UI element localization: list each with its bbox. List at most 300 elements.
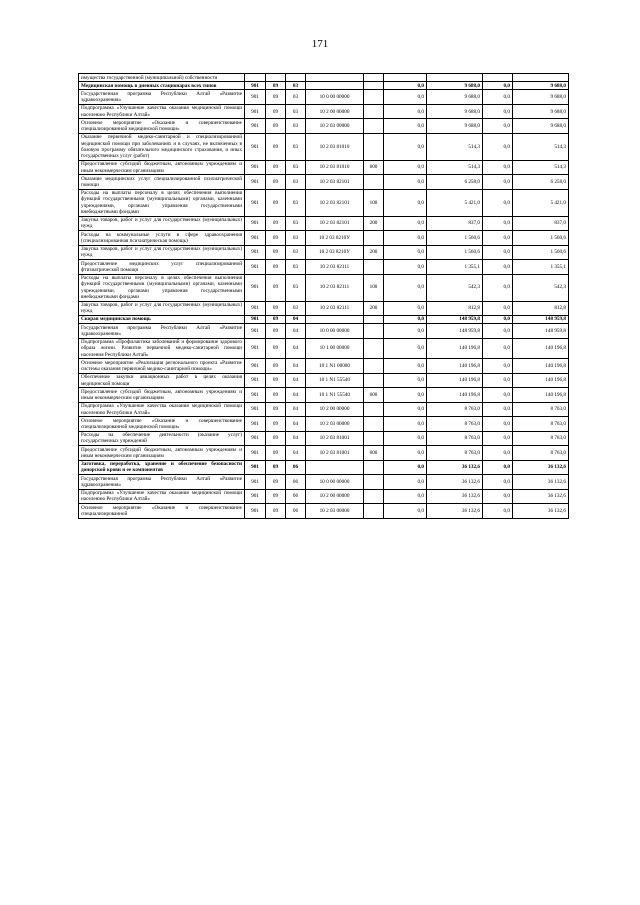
- row-amount-4-cell: 812,8: [513, 301, 569, 315]
- row-name-cell: Закупка товаров, работ и услуг для государственных (муниципальных) нужд: [79, 245, 245, 259]
- row-target-article-cell: 10 2 03 81010: [306, 160, 364, 174]
- table-row: [79, 119, 569, 133]
- row-amount-2-cell: 36 132,6: [427, 460, 483, 474]
- row-amount-3-cell: 0,0: [483, 504, 513, 518]
- row-amount-1-cell: 0,0: [384, 338, 427, 359]
- row-amount-4-cell: 8 763,0: [513, 417, 569, 431]
- table-row: [79, 324, 569, 338]
- row-name-cell: Подпрограмма «Профилактика заболеваний и формирование здорового образа жизни. Развитие первичной медико-санитарной помощи населения Республики Алтай»: [79, 338, 245, 359]
- row-section-cell: 09: [266, 119, 286, 133]
- row-grbs-cell: 901: [245, 160, 266, 174]
- row-subsection-cell: 04: [286, 359, 306, 373]
- row-section-cell: 09: [266, 90, 286, 104]
- row-section-cell: 09: [266, 402, 286, 416]
- row-amount-2-cell: 148 959,8: [427, 315, 483, 323]
- row-expense-type-cell: [364, 104, 384, 118]
- row-amount-1-cell: 0,0: [384, 119, 427, 133]
- row-name-cell: Закупка товаров, работ и услуг для государственных (муниципальных) нужд: [79, 301, 245, 315]
- row-amount-4-cell: 36 132,6: [513, 489, 569, 503]
- row-target-article-cell: 10 2 03 82101: [306, 175, 364, 189]
- row-amount-2-cell: 9 688,0: [427, 82, 483, 90]
- row-amount-1-cell: 0,0: [384, 460, 427, 474]
- row-name-cell: Предоставление субсидий бюджетным, автономным учреждениям и иным некоммерческим организациям: [79, 388, 245, 402]
- row-expense-type-cell: 100: [364, 189, 384, 216]
- row-target-article-cell: 10 0 00 00000: [306, 475, 364, 489]
- row-amount-2-cell: 36 132,6: [427, 504, 483, 518]
- row-grbs-cell: 901: [245, 460, 266, 474]
- row-target-article-cell: 10 1 N1 00000: [306, 359, 364, 373]
- row-section-cell: 09: [266, 133, 286, 160]
- row-amount-2-cell: 6 258,0: [427, 175, 483, 189]
- table-row: [79, 402, 569, 416]
- row-amount-3-cell: 0,0: [483, 402, 513, 416]
- row-name-cell: Основное мероприятие «Оказание и совершенствование специализированной: [79, 504, 245, 518]
- row-amount-2-cell: 1 560,6: [427, 231, 483, 245]
- page-number: 171: [311, 38, 329, 50]
- row-amount-1-cell: 0,0: [384, 301, 427, 315]
- row-subsection-cell: 04: [286, 315, 306, 323]
- row-expense-type-cell: [364, 373, 384, 387]
- row-target-article-cell: 10 2 03 81001: [306, 446, 364, 460]
- row-name-cell: Заготовка, переработка, хранение и обеспечение безопасности донорской крови и ее компонентов: [79, 460, 245, 474]
- row-subsection-cell: 03: [286, 189, 306, 216]
- row-section-cell: 09: [266, 274, 286, 301]
- row-amount-1-cell: 0,0: [384, 315, 427, 323]
- row-target-article-cell: 10 2 03 00000: [306, 119, 364, 133]
- row-amount-3-cell: 0,0: [483, 133, 513, 160]
- row-expense-type-cell: [364, 260, 384, 274]
- row-grbs-cell: 901: [245, 104, 266, 118]
- table-row: [79, 475, 569, 489]
- row-section-cell: 09: [266, 189, 286, 216]
- row-amount-2-cell: 514,3: [427, 133, 483, 160]
- row-grbs-cell: 901: [245, 119, 266, 133]
- row-amount-2-cell: 8 763,0: [427, 446, 483, 460]
- table-row: [79, 74, 569, 82]
- table-row: [79, 301, 569, 315]
- row-section-cell: 09: [266, 160, 286, 174]
- table-row: [79, 460, 569, 474]
- row-amount-4-cell: 542,3: [513, 274, 569, 301]
- row-section-cell: 09: [266, 82, 286, 90]
- row-amount-4-cell: 140 196,8: [513, 338, 569, 359]
- row-subsection-cell: 03: [286, 245, 306, 259]
- row-expense-type-cell: [364, 460, 384, 474]
- row-amount-4-cell: 9 688,0: [513, 119, 569, 133]
- row-amount-3-cell: 0,0: [483, 82, 513, 90]
- row-amount-1-cell: 0,0: [384, 260, 427, 274]
- row-amount-4-cell: 5 421,0: [513, 189, 569, 216]
- row-subsection-cell: 03: [286, 133, 306, 160]
- row-amount-3-cell: 0,0: [483, 315, 513, 323]
- row-amount-1-cell: 0,0: [384, 231, 427, 245]
- row-grbs-cell: 901: [245, 274, 266, 301]
- row-name-cell: Основное мероприятие «Оказание и совершенствование специализированной медицинской помощи»: [79, 119, 245, 133]
- row-name-cell: Государственная программа Республики Алтай «Развитие здравоохранения»: [79, 90, 245, 104]
- row-amount-3-cell: 0,0: [483, 274, 513, 301]
- row-section-cell: 09: [266, 460, 286, 474]
- row-amount-2-cell: 514,3: [427, 160, 483, 174]
- row-name-cell: Подпрограмма «Улучшение качества оказания медицинской помощи населению Республики Алтай»: [79, 489, 245, 503]
- table-row: [79, 231, 569, 245]
- row-amount-3-cell: 0,0: [483, 431, 513, 445]
- row-target-article-cell: 10 2 03 82111: [306, 274, 364, 301]
- row-grbs-cell: 901: [245, 338, 266, 359]
- row-amount-1-cell: 0,0: [384, 104, 427, 118]
- row-section-cell: 09: [266, 504, 286, 518]
- row-amount-2-cell: 8 763,0: [427, 402, 483, 416]
- row-amount-3-cell: [483, 74, 513, 82]
- row-expense-type-cell: 100: [364, 274, 384, 301]
- row-subsection-cell: 04: [286, 446, 306, 460]
- row-amount-4-cell: 140 196,8: [513, 373, 569, 387]
- row-expense-type-cell: 200: [364, 245, 384, 259]
- table-row: [79, 133, 569, 160]
- row-grbs-cell: 901: [245, 301, 266, 315]
- row-grbs-cell: 901: [245, 324, 266, 338]
- row-amount-2-cell: 9 688,0: [427, 104, 483, 118]
- row-amount-1-cell: 0,0: [384, 133, 427, 160]
- row-target-article-cell: 10 2 03 00000: [306, 504, 364, 518]
- row-amount-2-cell: 837,0: [427, 216, 483, 230]
- row-amount-4-cell: 9 688,0: [513, 104, 569, 118]
- row-amount-2-cell: 9 688,0: [427, 119, 483, 133]
- row-amount-4-cell: 36 132,6: [513, 460, 569, 474]
- row-grbs-cell: 901: [245, 245, 266, 259]
- table-row: [79, 104, 569, 118]
- row-grbs-cell: 901: [245, 359, 266, 373]
- row-target-article-cell: 10 1 N1 55540: [306, 388, 364, 402]
- row-name-cell: Подпрограмма «Улучшение качества оказания медицинской помощи населению Республики Алтай»: [79, 104, 245, 118]
- row-amount-3-cell: 0,0: [483, 460, 513, 474]
- row-name-cell: Закупка товаров, работ и услуг для государственных (муниципальных) нужд: [79, 216, 245, 230]
- row-amount-4-cell: 148 959,8: [513, 315, 569, 323]
- row-target-article-cell: 10 2 03 81001: [306, 431, 364, 445]
- row-amount-2-cell: 36 132,6: [427, 475, 483, 489]
- row-amount-3-cell: 0,0: [483, 417, 513, 431]
- row-subsection-cell: 06: [286, 475, 306, 489]
- row-section-cell: 09: [266, 216, 286, 230]
- row-amount-2-cell: 140 196,8: [427, 388, 483, 402]
- row-target-article-cell: [306, 460, 364, 474]
- row-amount-2-cell: 140 196,8: [427, 338, 483, 359]
- row-subsection-cell: 04: [286, 388, 306, 402]
- row-subsection-cell: 03: [286, 274, 306, 301]
- row-amount-4-cell: 8 763,0: [513, 402, 569, 416]
- row-grbs-cell: 901: [245, 231, 266, 245]
- row-amount-2-cell: 812,8: [427, 301, 483, 315]
- row-target-article-cell: 10 2 03 82101: [306, 189, 364, 216]
- row-target-article-cell: 10 0 00 00000: [306, 324, 364, 338]
- row-section-cell: 09: [266, 338, 286, 359]
- row-section-cell: [266, 74, 286, 82]
- row-section-cell: 09: [266, 175, 286, 189]
- row-amount-4-cell: 514,3: [513, 160, 569, 174]
- row-amount-2-cell: 5 421,0: [427, 189, 483, 216]
- table-row: [79, 82, 569, 90]
- row-expense-type-cell: [364, 489, 384, 503]
- row-name-cell: Расходы на выплаты персоналу в целях обеспечения выполнения функций государственными (муниципальными) органами, казенными учреждениями, органами управления государственными внебюджетными фондами: [79, 274, 245, 301]
- row-grbs-cell: 901: [245, 175, 266, 189]
- row-expense-type-cell: [364, 359, 384, 373]
- row-subsection-cell: 03: [286, 90, 306, 104]
- row-target-article-cell: 10 2 03 81010: [306, 133, 364, 160]
- row-section-cell: 09: [266, 359, 286, 373]
- row-amount-2-cell: 1 355,1: [427, 260, 483, 274]
- row-amount-3-cell: 0,0: [483, 475, 513, 489]
- row-subsection-cell: 03: [286, 119, 306, 133]
- row-grbs-cell: 901: [245, 402, 266, 416]
- row-name-cell: Государственная программа Республики Алтай «Развитие здравоохранения»: [79, 324, 245, 338]
- row-amount-1-cell: 0,0: [384, 489, 427, 503]
- row-target-article-cell: 10 2 03 82101: [306, 216, 364, 230]
- row-amount-4-cell: 1 355,1: [513, 260, 569, 274]
- row-target-article-cell: 10 2 03 82111: [306, 301, 364, 315]
- row-name-cell: Предоставление субсидий бюджетным, автономным учреждениям и иным некоммерческим организациям: [79, 160, 245, 174]
- row-expense-type-cell: [364, 504, 384, 518]
- row-amount-1-cell: 0,0: [384, 90, 427, 104]
- row-grbs-cell: 901: [245, 475, 266, 489]
- row-amount-3-cell: 0,0: [483, 245, 513, 259]
- row-expense-type-cell: [364, 324, 384, 338]
- row-amount-4-cell: 1 560,6: [513, 231, 569, 245]
- row-section-cell: 09: [266, 315, 286, 323]
- row-amount-1-cell: 0,0: [384, 175, 427, 189]
- row-name-cell: Расходы на выплаты персоналу в целях обеспечения выполнения функций государственными (муниципальными) органами, казенными учреждениями, органами управления государственными внебюджетными фондами: [79, 189, 245, 216]
- row-target-article-cell: 10 2 03 82111: [306, 260, 364, 274]
- row-amount-2-cell: 8 763,0: [427, 431, 483, 445]
- row-amount-2-cell: 140 196,8: [427, 359, 483, 373]
- row-expense-type-cell: 600: [364, 388, 384, 402]
- row-section-cell: 09: [266, 446, 286, 460]
- row-amount-3-cell: 0,0: [483, 90, 513, 104]
- row-amount-1-cell: 0,0: [384, 359, 427, 373]
- row-amount-2-cell: [427, 74, 483, 82]
- row-amount-3-cell: 0,0: [483, 373, 513, 387]
- row-expense-type-cell: [364, 338, 384, 359]
- budget-table-body: [79, 74, 569, 519]
- row-subsection-cell: 04: [286, 417, 306, 431]
- row-amount-3-cell: 0,0: [483, 446, 513, 460]
- row-amount-4-cell: 837,0: [513, 216, 569, 230]
- row-target-article-cell: 10 2 03 00000: [306, 417, 364, 431]
- row-section-cell: 09: [266, 417, 286, 431]
- row-target-article-cell: 10 2 03 8210У: [306, 231, 364, 245]
- row-section-cell: 09: [266, 489, 286, 503]
- row-grbs-cell: 901: [245, 388, 266, 402]
- row-expense-type-cell: [364, 402, 384, 416]
- row-amount-3-cell: 0,0: [483, 301, 513, 315]
- row-subsection-cell: 04: [286, 324, 306, 338]
- row-subsection-cell: 06: [286, 489, 306, 503]
- row-amount-4-cell: 148 959,8: [513, 324, 569, 338]
- row-grbs-cell: 901: [245, 260, 266, 274]
- row-section-cell: 09: [266, 324, 286, 338]
- row-amount-3-cell: 0,0: [483, 359, 513, 373]
- row-section-cell: 09: [266, 475, 286, 489]
- row-subsection-cell: 04: [286, 402, 306, 416]
- row-grbs-cell: 901: [245, 504, 266, 518]
- row-amount-1-cell: [384, 74, 427, 82]
- row-amount-1-cell: 0,0: [384, 160, 427, 174]
- row-subsection-cell: 03: [286, 301, 306, 315]
- row-amount-2-cell: 1 560,6: [427, 245, 483, 259]
- row-amount-2-cell: 140 196,8: [427, 373, 483, 387]
- row-amount-1-cell: 0,0: [384, 475, 427, 489]
- row-amount-2-cell: 8 763,0: [427, 417, 483, 431]
- row-name-cell: Основное мероприятие «Оказание и совершенствование специализированной медицинской помощи»: [79, 417, 245, 431]
- row-grbs-cell: 901: [245, 489, 266, 503]
- row-grbs-cell: 901: [245, 216, 266, 230]
- row-amount-1-cell: 0,0: [384, 402, 427, 416]
- row-target-article-cell: 10 0 00 00000: [306, 90, 364, 104]
- row-amount-3-cell: 0,0: [483, 324, 513, 338]
- row-expense-type-cell: [364, 133, 384, 160]
- table-row: [79, 315, 569, 323]
- row-target-article-cell: [306, 74, 364, 82]
- row-grbs-cell: 901: [245, 431, 266, 445]
- row-section-cell: 09: [266, 373, 286, 387]
- row-name-cell: Государственная программа Республики Алтай «Развитие здравоохранения»: [79, 475, 245, 489]
- row-name-cell: Подпрограмма «Улучшение качества оказания медицинской помощи населению Республики Алтай»: [79, 402, 245, 416]
- table-row: [79, 417, 569, 431]
- row-section-cell: 09: [266, 431, 286, 445]
- row-amount-1-cell: 0,0: [384, 431, 427, 445]
- table-row: [79, 504, 569, 518]
- row-amount-4-cell: 8 763,0: [513, 431, 569, 445]
- row-expense-type-cell: 600: [364, 160, 384, 174]
- table-row: [79, 175, 569, 189]
- row-section-cell: 09: [266, 301, 286, 315]
- table-row: [79, 373, 569, 387]
- row-subsection-cell: 04: [286, 338, 306, 359]
- row-amount-1-cell: 0,0: [384, 324, 427, 338]
- row-target-article-cell: [306, 82, 364, 90]
- budget-table: [78, 73, 569, 519]
- row-subsection-cell: 04: [286, 373, 306, 387]
- row-grbs-cell: 901: [245, 446, 266, 460]
- row-amount-4-cell: [513, 74, 569, 82]
- row-subsection-cell: 03: [286, 231, 306, 245]
- row-amount-1-cell: 0,0: [384, 189, 427, 216]
- row-expense-type-cell: [364, 475, 384, 489]
- row-amount-3-cell: 0,0: [483, 160, 513, 174]
- row-amount-1-cell: 0,0: [384, 274, 427, 301]
- table-row: [79, 446, 569, 460]
- row-target-article-cell: 10 2 03 8210У: [306, 245, 364, 259]
- row-amount-3-cell: 0,0: [483, 189, 513, 216]
- row-amount-2-cell: 36 132,6: [427, 489, 483, 503]
- row-amount-4-cell: 140 196,8: [513, 359, 569, 373]
- row-subsection-cell: [286, 74, 306, 82]
- row-expense-type-cell: [364, 231, 384, 245]
- row-amount-3-cell: 0,0: [483, 104, 513, 118]
- row-amount-3-cell: 0,0: [483, 388, 513, 402]
- row-amount-1-cell: 0,0: [384, 82, 427, 90]
- row-amount-2-cell: 148 959,8: [427, 324, 483, 338]
- row-grbs-cell: 901: [245, 315, 266, 323]
- row-expense-type-cell: [364, 175, 384, 189]
- row-expense-type-cell: 200: [364, 216, 384, 230]
- row-amount-4-cell: 9 688,0: [513, 82, 569, 90]
- row-amount-1-cell: 0,0: [384, 446, 427, 460]
- row-amount-1-cell: 0,0: [384, 245, 427, 259]
- row-section-cell: 09: [266, 231, 286, 245]
- row-subsection-cell: 03: [286, 160, 306, 174]
- table-row: [79, 216, 569, 230]
- row-subsection-cell: 03: [286, 82, 306, 90]
- row-amount-4-cell: 1 560,6: [513, 245, 569, 259]
- row-subsection-cell: 03: [286, 104, 306, 118]
- row-grbs-cell: 901: [245, 133, 266, 160]
- row-amount-3-cell: 0,0: [483, 119, 513, 133]
- row-grbs-cell: 901: [245, 373, 266, 387]
- row-target-article-cell: 10 2 00 00000: [306, 489, 364, 503]
- row-name-cell: Оказание первичной медико-санитарной и специализированной медицинской помощи при заболеваниях и в случаях, не включенных в базовую программу обязательного медицинского страхования, и иных государственных услуг (работ): [79, 133, 245, 160]
- row-amount-2-cell: 542,3: [427, 274, 483, 301]
- row-name-cell: Обеспечение закупки авиационных работ в целях оказания медицинской помощи: [79, 373, 245, 387]
- row-section-cell: 09: [266, 260, 286, 274]
- row-expense-type-cell: [364, 82, 384, 90]
- row-name-cell: Расходы на коммунальные услуги в сфере здравоохранения (специализированная психиатрическая помощь): [79, 231, 245, 245]
- row-name-cell: имущества государственной (муниципальной) собственности: [79, 74, 245, 82]
- row-amount-3-cell: 0,0: [483, 260, 513, 274]
- row-name-cell: Скорая медицинская помощь: [79, 315, 245, 323]
- row-amount-4-cell: 8 763,0: [513, 446, 569, 460]
- row-amount-4-cell: 36 132,6: [513, 504, 569, 518]
- row-target-article-cell: 10 1 00 00000: [306, 338, 364, 359]
- table-row: [79, 260, 569, 274]
- row-amount-4-cell: 6 258,0: [513, 175, 569, 189]
- table-row: [79, 90, 569, 104]
- table-row: [79, 338, 569, 359]
- table-row: [79, 431, 569, 445]
- row-section-cell: 09: [266, 104, 286, 118]
- row-amount-3-cell: 0,0: [483, 338, 513, 359]
- row-amount-2-cell: 9 688,0: [427, 90, 483, 104]
- row-expense-type-cell: [364, 315, 384, 323]
- row-subsection-cell: 06: [286, 460, 306, 474]
- row-subsection-cell: 03: [286, 175, 306, 189]
- row-expense-type-cell: [364, 119, 384, 133]
- table-row: [79, 274, 569, 301]
- row-target-article-cell: 10 2 00 00000: [306, 402, 364, 416]
- row-expense-type-cell: [364, 417, 384, 431]
- row-amount-1-cell: 0,0: [384, 388, 427, 402]
- row-subsection-cell: 03: [286, 260, 306, 274]
- table-row: [79, 189, 569, 216]
- row-name-cell: Оказание медицинских услуг специализированной психиатрической помощи: [79, 175, 245, 189]
- table-row: [79, 359, 569, 373]
- table-row: [79, 160, 569, 174]
- row-amount-3-cell: 0,0: [483, 216, 513, 230]
- row-grbs-cell: 901: [245, 189, 266, 216]
- row-section-cell: 09: [266, 245, 286, 259]
- row-name-cell: Предоставление медицинских услуг специализированной фтизиатрической помощи: [79, 260, 245, 274]
- row-grbs-cell: 901: [245, 90, 266, 104]
- row-amount-3-cell: 0,0: [483, 489, 513, 503]
- row-amount-4-cell: 9 688,0: [513, 90, 569, 104]
- row-target-article-cell: 10 2 00 00000: [306, 104, 364, 118]
- row-expense-type-cell: [364, 90, 384, 104]
- row-subsection-cell: 06: [286, 504, 306, 518]
- row-target-article-cell: 10 1 N1 55540: [306, 373, 364, 387]
- row-amount-3-cell: 0,0: [483, 175, 513, 189]
- row-amount-4-cell: 140 196,8: [513, 388, 569, 402]
- row-name-cell: Расходы на обеспечение деятельности (оказание услуг) государственных учреждений: [79, 431, 245, 445]
- row-grbs-cell: [245, 74, 266, 82]
- row-expense-type-cell: [364, 431, 384, 445]
